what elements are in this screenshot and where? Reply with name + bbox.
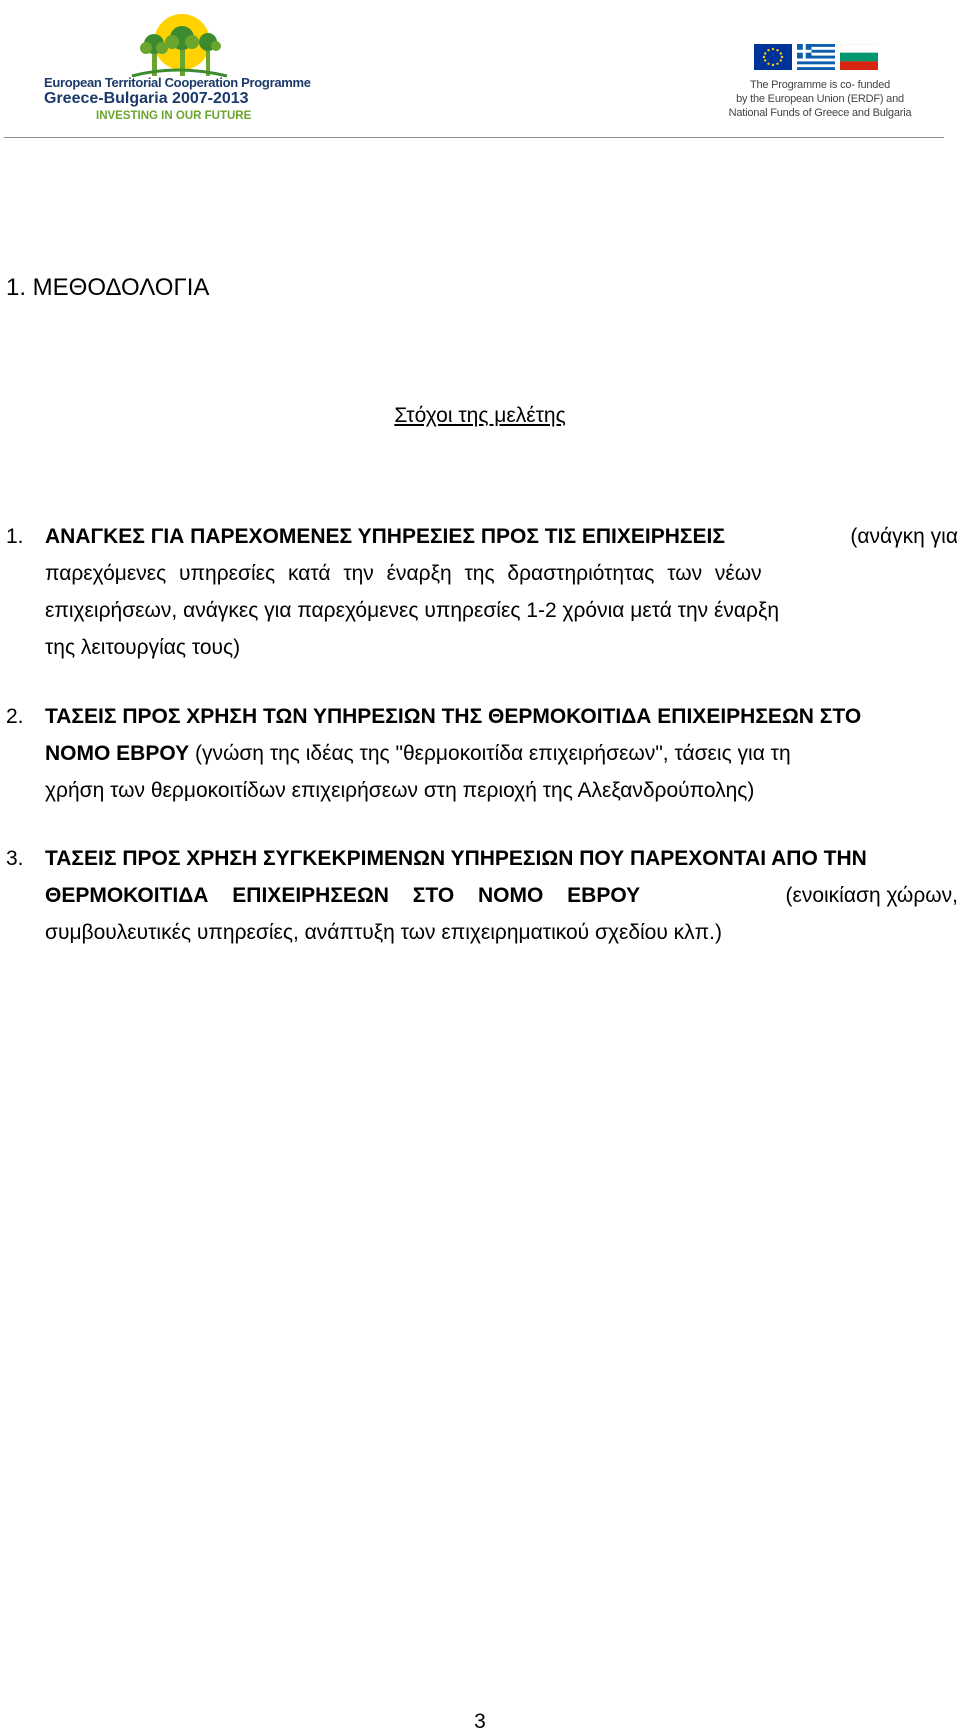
list-item-line	[6, 698, 958, 735]
list-item-number: 2.	[6, 705, 24, 728]
list-item	[6, 840, 958, 951]
greece-flag-icon	[797, 44, 835, 70]
list-item-text: (ενοικίαση χώρων,	[785, 884, 958, 907]
programme-name-line2: Greece-Bulgaria 2007-2013	[44, 90, 249, 107]
list-item-line: χρήση των θερμοκοιτίδων επιχειρήσεων στη περιοχή της Αλεξανδρούπολης)	[45, 779, 755, 802]
subtitle: Στόχοι της μελέτης	[394, 404, 566, 427]
bulgaria-flag-icon	[840, 44, 878, 70]
list-item-text: (γνώση της ιδέας της "θερμοκοιτίδα επιχειρήσεων", τάσεις για τη	[194, 742, 791, 765]
cofunding-text	[720, 78, 920, 120]
list-item-number: 1.	[6, 525, 24, 548]
list-item-line	[6, 877, 958, 914]
list-item-line: της λειτουργίας τους)	[45, 636, 241, 659]
section-title: 1. ΜΕΘΟΔΟΛΟΓΙΑ	[6, 274, 210, 301]
flags-row	[754, 44, 878, 70]
header-divider	[4, 137, 944, 138]
list-item-number: 3.	[6, 847, 24, 870]
list-item-line: παρεχόμενες υπηρεσίες κατά την έναρξη της δραστηριότητας των νέων	[45, 562, 762, 585]
list-item-line: συμβουλευτικές υπηρεσίες, ανάπτυξη των επιχειρηματικού σχεδίου κλπ.)	[45, 921, 722, 944]
list-item	[6, 698, 958, 809]
list-item-heading: ΤΑΣΕΙΣ ΠΡΟΣ ΧΡΗΣΗ ΣΥΓΚΕΚΡΙΜΕΝΩΝ ΥΠΗΡΕΣΙΩΝ ΠΟΥ ΠΑΡΕΧΟΝΤΑΙ ΑΠΟ ΤΗΝ	[45, 847, 867, 870]
list-item	[6, 518, 958, 666]
cofunding-line2: by the European Union (ERDF) and	[736, 93, 904, 105]
page-header	[0, 0, 960, 140]
cofunding-line3: National Funds of Greece and Bulgaria	[728, 107, 912, 119]
programme-logo	[44, 10, 311, 128]
list-item-text: (ανάγκη για	[850, 525, 958, 548]
list-item-heading: ΑΝΑΓΚΕΣ ΓΙΑ ΠΑΡΕΧΟΜΕΝΕΣ ΥΠΗΡΕΣΙΕΣ ΠΡΟΣ ΤΙΣ ΕΠΙΧΕΙΡΗΣΕΙΣ	[45, 525, 725, 548]
list-item-heading: ΤΑΣΕΙΣ ΠΡΟΣ ΧΡΗΣΗ ΤΩΝ ΥΠΗΡΕΣΙΩΝ ΤΗΣ ΘΕΡΜΟΚΟΙΤΙΔΑ ΕΠΙΧΕΙΡΗΣΕΩΝ ΣΤΟ	[45, 705, 862, 728]
tree-sun-emblem-icon	[122, 12, 232, 82]
eu-flag-icon	[754, 44, 792, 70]
list-item-heading: ΝΟΜΟ ΕΒΡΟΥ	[45, 742, 190, 765]
cofunding-block	[720, 40, 920, 130]
page-number: 3	[474, 1710, 486, 1733]
list-item-line	[6, 840, 958, 877]
list-item-line	[6, 735, 958, 772]
list-item-heading: ΘΕΡΜΟΚΟΙΤΙΔΑ ΕΠΙΧΕΙΡΗΣΕΩΝ ΣΤΟ ΝΟΜΟ ΕΒΡΟΥ	[45, 884, 641, 907]
list-item-line: επιχειρήσεων, ανάγκες για παρεχόμενες υπηρεσίες 1-2 χρόνια μετά την έναρξη	[45, 599, 780, 622]
programme-name-line1: European Territorial Cooperation Programme	[44, 75, 311, 90]
list-item-line	[6, 518, 958, 555]
cofunding-line1: The Programme is co- funded	[749, 79, 891, 91]
programme-slogan: INVESTING IN OUR FUTURE	[96, 110, 252, 122]
